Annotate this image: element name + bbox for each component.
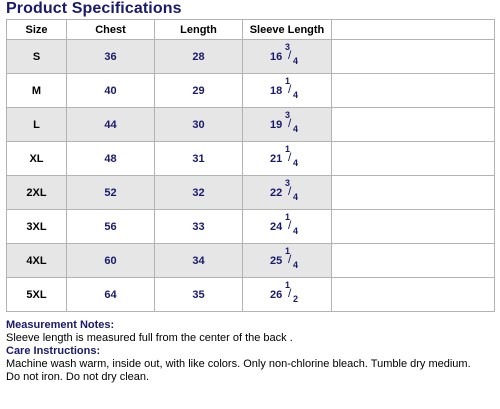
sleeve-denominator: 4	[293, 226, 299, 236]
chest-cell: 48	[67, 142, 155, 176]
sleeve-cell	[243, 108, 332, 142]
size-cell: 2XL	[7, 176, 67, 210]
table-row	[7, 142, 495, 176]
care-instructions-text-2: Do not iron. Do not dry clean.	[6, 371, 150, 383]
sleeve-fraction	[270, 110, 304, 136]
notes-section	[6, 319, 496, 384]
length-cell: 35	[155, 278, 243, 312]
header-blank	[332, 20, 495, 40]
table-row	[7, 278, 495, 312]
length-cell: 29	[155, 74, 243, 108]
care-instructions-text-1: Machine wash warm, inside out, with like colors. Only non-chlorine bleach. Tumble dry medium.	[6, 358, 471, 370]
sleeve-cell	[243, 278, 332, 312]
sleeve-cell	[243, 244, 332, 278]
fraction-slash: /	[288, 116, 292, 130]
table-header-row	[7, 20, 495, 40]
sleeve-whole: 25	[270, 255, 283, 267]
sleeve-fraction	[270, 280, 304, 306]
table-row	[7, 244, 495, 278]
sleeve-whole: 18	[270, 85, 283, 97]
sleeve-numerator: 1	[285, 280, 291, 290]
sleeve-numerator: 3	[285, 110, 291, 120]
sleeve-fraction	[270, 42, 304, 68]
fraction-slash: /	[288, 82, 292, 96]
fraction-slash: /	[288, 252, 292, 266]
sleeve-numerator: 1	[285, 212, 291, 222]
sleeve-cell	[243, 74, 332, 108]
sleeve-fraction	[270, 144, 304, 170]
sleeve-cell	[243, 142, 332, 176]
length-cell: 34	[155, 244, 243, 278]
sleeve-cell	[243, 40, 332, 74]
chest-cell: 36	[67, 40, 155, 74]
measurement-notes-heading: Measurement Notes:	[6, 319, 115, 331]
sleeve-whole: 26	[270, 289, 283, 301]
table-row	[7, 40, 495, 74]
length-cell: 31	[155, 142, 243, 176]
table-row	[7, 74, 495, 108]
length-cell: 33	[155, 210, 243, 244]
sleeve-denominator: 2	[293, 294, 299, 304]
sleeve-numerator: 1	[285, 144, 291, 154]
size-chart-table	[6, 19, 495, 312]
blank-cell	[332, 244, 495, 278]
chest-cell: 40	[67, 74, 155, 108]
sleeve-fraction	[270, 246, 304, 272]
chest-cell: 44	[67, 108, 155, 142]
chest-cell: 64	[67, 278, 155, 312]
sleeve-cell	[243, 210, 332, 244]
table-row	[7, 176, 495, 210]
size-cell: M	[7, 74, 67, 108]
blank-cell	[332, 74, 495, 108]
measurement-notes-text: Sleeve length is measured full from the center of the back .	[6, 332, 293, 344]
sleeve-denominator: 4	[293, 158, 299, 168]
sleeve-whole: 21	[270, 153, 283, 165]
length-cell: 32	[155, 176, 243, 210]
fraction-slash: /	[288, 150, 292, 164]
sleeve-fraction	[270, 212, 304, 238]
chest-cell: 60	[67, 244, 155, 278]
header-size: Size	[7, 20, 67, 40]
chest-cell: 52	[67, 176, 155, 210]
size-cell: 5XL	[7, 278, 67, 312]
fraction-slash: /	[288, 286, 292, 300]
length-cell: 30	[155, 108, 243, 142]
sleeve-fraction	[270, 178, 304, 204]
size-cell: S	[7, 40, 67, 74]
sleeve-whole: 24	[270, 221, 283, 233]
sleeve-numerator: 1	[285, 246, 291, 256]
header-chest: Chest	[67, 20, 155, 40]
sleeve-numerator: 3	[285, 178, 291, 188]
sleeve-numerator: 3	[285, 42, 291, 52]
blank-cell	[332, 210, 495, 244]
header-length: Length	[155, 20, 243, 40]
sleeve-numerator: 1	[285, 76, 291, 86]
page-title: Product Specifications	[6, 0, 182, 17]
fraction-slash: /	[288, 184, 292, 198]
fraction-slash: /	[288, 48, 292, 62]
sleeve-whole: 22	[270, 187, 283, 199]
size-cell: XL	[7, 142, 67, 176]
blank-cell	[332, 108, 495, 142]
size-cell: 4XL	[7, 244, 67, 278]
size-cell: L	[7, 108, 67, 142]
chest-cell: 56	[67, 210, 155, 244]
care-instructions-heading: Care Instructions:	[6, 345, 101, 357]
blank-cell	[332, 176, 495, 210]
table-row	[7, 210, 495, 244]
sleeve-denominator: 4	[293, 124, 299, 134]
header-sleeve-length: Sleeve Length	[243, 20, 332, 40]
table-row	[7, 108, 495, 142]
fraction-slash: /	[288, 218, 292, 232]
blank-cell	[332, 278, 495, 312]
size-cell: 3XL	[7, 210, 67, 244]
sleeve-cell	[243, 176, 332, 210]
sleeve-denominator: 4	[293, 56, 299, 66]
blank-cell	[332, 40, 495, 74]
sleeve-denominator: 4	[293, 90, 299, 100]
sleeve-whole: 16	[270, 51, 283, 63]
sleeve-denominator: 4	[293, 192, 299, 202]
length-cell: 28	[155, 40, 243, 74]
blank-cell	[332, 142, 495, 176]
sleeve-denominator: 4	[293, 260, 299, 270]
sleeve-whole: 19	[270, 119, 283, 131]
sleeve-fraction	[270, 76, 304, 102]
